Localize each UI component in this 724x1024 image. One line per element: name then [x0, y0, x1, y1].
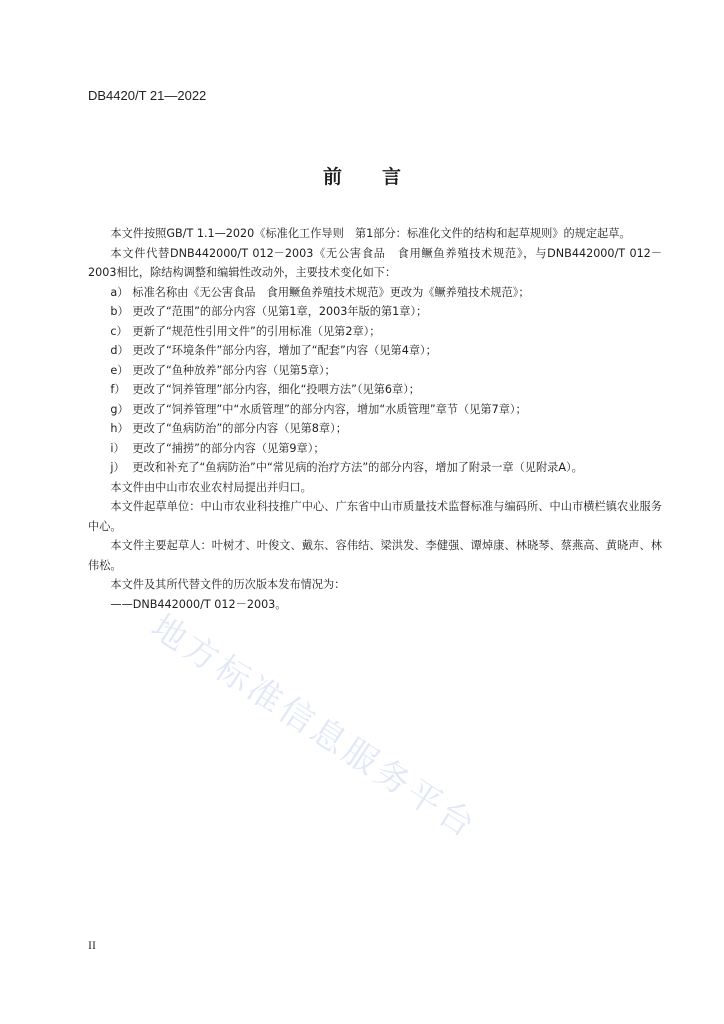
list-marker: d）	[110, 344, 129, 357]
list-item	[88, 302, 662, 322]
list-item-text: 标准名称由《无公害食品 食用鳜鱼养殖技术规范》更改为《鳜养殖技术规范》；	[132, 285, 530, 299]
list-item	[88, 341, 662, 361]
page-title: 前言	[322, 166, 441, 188]
list-item-text: 更改了“鱼病防治”的部分内容（见第8章）；	[132, 422, 347, 435]
list-item-text: 更改了“饲养管理”部分内容，细化“投喂方法”（见第6章）；	[132, 383, 420, 396]
list-item-text: 更改了“捕捞”的部分内容（见第9章）；	[132, 441, 325, 455]
list-item-text: 更新了“规范性引用文件”的引用标准（见第2章）；	[132, 324, 381, 338]
list-item-text: 更改了“环境条件”部分内容，增加了“配套”内容（见第4章）；	[132, 344, 437, 357]
list-item-text: 更改了“鱼种放养”部分内容（见第5章）；	[132, 363, 336, 377]
drafting-basis-paragraph: 本文件按照GB/T 1.1—2020《标准化工作导则 第1部分：标准化文件的结构和起草规则》的规定起草。	[110, 227, 631, 240]
watermark: 地方标准信息服务平台	[143, 606, 485, 848]
list-item-text: 更改了“范围”的部分内容（见第1章，2003年版的第1章）；	[132, 305, 428, 318]
foreword-body	[88, 224, 662, 614]
list-item	[88, 458, 662, 478]
list-marker: f）	[110, 383, 126, 396]
drafters-paragraph: 本文件主要起草人：叶树才、叶俊文、戴东、容伟结、梁洪发、李健强、谭焯康、林晓琴、蔡燕高、黄晓声、林伟松。	[88, 539, 662, 572]
list-marker: j）	[110, 461, 125, 474]
list-item	[88, 419, 662, 439]
list-item	[88, 361, 662, 381]
list-marker: e）	[110, 363, 129, 377]
list-marker: h）	[110, 422, 129, 435]
page-number: II	[88, 938, 96, 952]
version-history-entry: ——DNB442000/T 012－2003。	[110, 597, 287, 611]
list-item	[88, 322, 662, 342]
list-item-text: 更改了“饲养管理”中“水质管理”的部分内容，增加“水质管理”章节（见第7章）；	[132, 402, 527, 416]
list-marker: b）	[110, 305, 129, 318]
list-marker: c）	[110, 324, 128, 338]
version-history-intro: 本文件及其所代替文件的历次版本发布情况为：	[110, 578, 346, 591]
list-item	[88, 439, 662, 459]
list-item	[88, 380, 662, 400]
list-marker: i）	[110, 441, 125, 455]
list-item-text: 更改和补充了“鱼病防治”中“常见病的治疗方法”的部分内容，增加了附录一章（见附录A）。	[132, 461, 583, 474]
document-number: DB4420/T 21—2022	[88, 88, 207, 103]
list-item	[88, 283, 662, 303]
replacement-paragraph: 本文件代替DNB442000/T 012－2003《无公害食品 食用鳜鱼养殖技术规范》，与DNB442000/T 012－2003相比，除结构调整和编辑性改动外，主要技术变化如下：	[88, 246, 662, 279]
list-marker: g）	[110, 402, 129, 416]
list-marker: a）	[110, 285, 129, 299]
proposer-paragraph: 本文件由中山市农业农村局提出并归口。	[110, 480, 312, 494]
list-item	[88, 400, 662, 420]
drafting-units-paragraph: 本文件起草单位：中山市农业科技推广中心、广东省中山市质量技术监督标准与编码所、中山市横栏镇农业服务中心。	[88, 500, 662, 533]
changes-list	[88, 283, 662, 478]
